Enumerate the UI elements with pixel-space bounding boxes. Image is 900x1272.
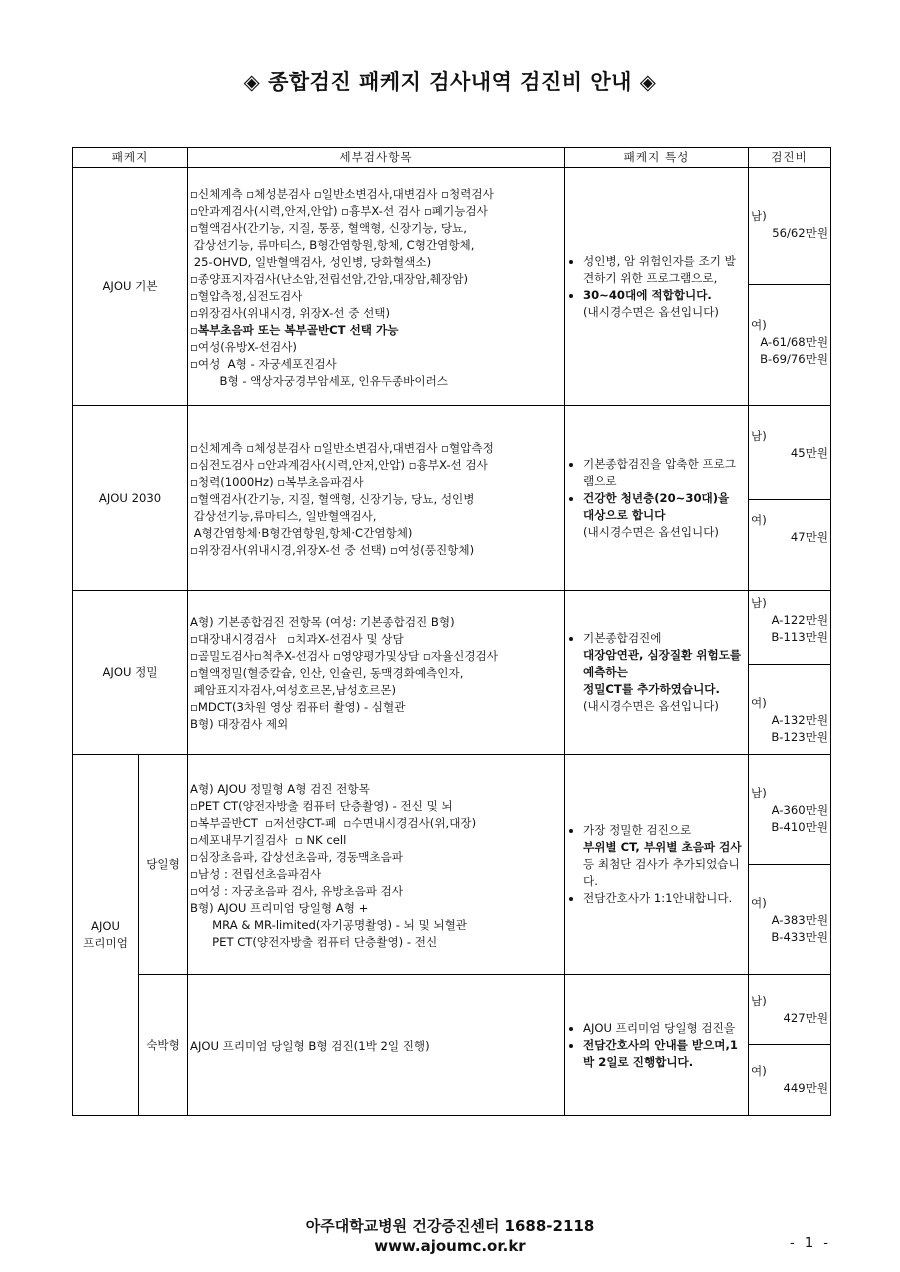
package-table bbox=[72, 147, 831, 1116]
price-male: 남) 56/62만원 bbox=[749, 168, 831, 285]
header-package: 패케지 bbox=[73, 148, 188, 168]
price-male: 남) A-360만원 B-410만원 bbox=[749, 755, 831, 865]
features-cell: • AJOU 프리미엄 당일형 검진을 • 전담간호사의 안내를 받으며,1박 2일로 진행합니다. bbox=[565, 975, 749, 1116]
page-number: - 1 - bbox=[790, 1236, 831, 1251]
package-name: AJOU 2030 bbox=[73, 406, 188, 591]
features-cell: • 기본종합검진을 압축한 프로그램으로 • 건강한 청년층(20~30대)을 대상으로 합니다 (내시경수면은 옵션입니다) bbox=[565, 406, 749, 591]
price-female: 여) 47만원 bbox=[749, 500, 831, 591]
features-cell: • 기본종합검진에 대장암연관, 심장질환 위험도를 예측하는 정밀CT를 추가하였습니다. (내시경수면은 옵션입니다) bbox=[565, 591, 749, 755]
header-items: 세부검사항목 bbox=[188, 148, 565, 168]
header-price: 검진비 bbox=[749, 148, 831, 168]
package-subtype: 숙박형 bbox=[139, 975, 188, 1116]
items-cell: ▫신체계측 ▫체성분검사 ▫일반소변검사,대변검사 ▫청력검사 ▫안과계검사(시력,안저,안압) ▫흉부X-선 검사 ▫폐기능검사 ▫혈액검사(간기능, 지질, 통풍, 혈액형, 신장기능, 당뇨, 갑상선기능, 류마티스, B형간염항원,항체, C형간염항체, 25-OHVD, 일반혈액검사, 성인병, 당화혈색소) ▫종양표지자검사(난소암,전립선암,간암,대장암,췌장암) ▫혈압측정,심전도검사 ▫위장검사(위내시경, 위장X-선 중 선택) ▫복부초음파 또는 복부골반CT 선택 가능 ▫여성(유방X-선검사) ▫여성 A형 - 자궁세포진검사 B형 - 액상자궁경부암세포, 인유두종바이러스 bbox=[188, 168, 565, 406]
table-row bbox=[73, 168, 831, 285]
features-cell: • 가장 정밀한 검진으로 부위별 CT, 부위별 초음파 검사 등 최첨단 검사가 추가되었습니다. • 전담간호사가 1:1안내합니다. bbox=[565, 755, 749, 975]
price-female: 여) A-383만원 B-433만원 bbox=[749, 865, 831, 975]
package-name: AJOU 기본 bbox=[73, 168, 188, 406]
table-row bbox=[73, 975, 831, 1045]
items-cell: ▫신체계측 ▫체성분검사 ▫일반소변검사,대변검사 ▫혈압측정 ▫심전도검사 ▫안과계검사(시력,안저,안압) ▫흉부X-선 검사 ▫청력(1000Hz) ▫복부초음파검사 ▫혈액검사(간기능, 지질, 혈액형, 신장기능, 당뇨, 성인병 갑상선기능,류마티스, 일반혈액검사, A형간염항체·B형간염항원,항체·C간염항체) ▫위장검사(위내시경,위장X-선 중 선택) ▫여성(풍진항체) bbox=[188, 406, 565, 591]
table-header-row bbox=[73, 148, 831, 168]
price-male: 남) A-122만원 B-113만원 bbox=[749, 591, 831, 665]
price-male: 남) 427만원 bbox=[749, 975, 831, 1045]
price-male: 남) 45만원 bbox=[749, 406, 831, 500]
header-features: 패케지 특성 bbox=[565, 148, 749, 168]
table-row bbox=[73, 755, 831, 865]
package-name: AJOU 정밀 bbox=[73, 591, 188, 755]
footer bbox=[0, 1216, 900, 1256]
items-cell: AJOU 프리미엄 당일형 B형 검진(1박 2일 진행) bbox=[188, 975, 565, 1116]
price-female: 여) A-132만원 B-123만원 bbox=[749, 665, 831, 755]
package-name: AJOU 프리미엄 bbox=[73, 755, 139, 1116]
footer-url[interactable]: www.ajoumc.or.kr bbox=[374, 1237, 526, 1255]
price-female: 여) 449만원 bbox=[749, 1045, 831, 1116]
table-row bbox=[73, 591, 831, 665]
features-cell: • 성인병, 암 위험인자를 조기 발견하기 위한 프로그램으로, • 30~40대에 적합합니다. (내시경수면은 옵션입니다) bbox=[565, 168, 749, 406]
page-title: ◈ 종합검진 패케지 검사내역 검진비 안내 ◈ bbox=[243, 70, 657, 94]
price-female: 여) A-61/68만원 B-69/76만원 bbox=[749, 285, 831, 406]
items-cell: A형) AJOU 정밀형 A형 검진 전항목 ▫PET CT(양전자방출 컴퓨터 단층촬영) - 전신 및 뇌 ▫복부골반CT ▫저선량CT-폐 ▫수면내시경검사(위,대장) ▫세포내무기질검사 ▫ NK cell ▫심장초음파, 갑상선초음파, 경동맥초음파 ▫남성 : 전립선초음파검사 ▫여성 : 자궁초음파 검사, 유방초음파 검사 B형) AJOU 프리미엄 당일형 A형 + MRA & MR-limited(자기공명촬영) - 뇌 및 뇌혈관 PET CT(양전자방출 컴퓨터 단층촬영) - 전신 bbox=[188, 755, 565, 975]
package-subtype: 당일형 bbox=[139, 755, 188, 975]
footer-contact: 아주대학교병원 건강증진센터 1688-2118 bbox=[305, 1217, 595, 1235]
items-cell: A형) 기본종합검진 전항목 (여성: 기본종합검진 B형) ▫대장내시경검사 ▫치과X-선검사 및 상담 ▫골밀도검사▫척추X-선검사 ▫영양평가및상담 ▫자율신경검사 ▫혈액정밀(혈중칼슘, 인산, 인슐린, 동맥경화예측인자, 폐암표지자검사,여성호르몬,남성호르몬) ▫MDCT(3차원 영상 컴퓨터 촬영) - 심혈관 B형) 대장검사 제외 bbox=[188, 591, 565, 755]
table-row bbox=[73, 406, 831, 500]
